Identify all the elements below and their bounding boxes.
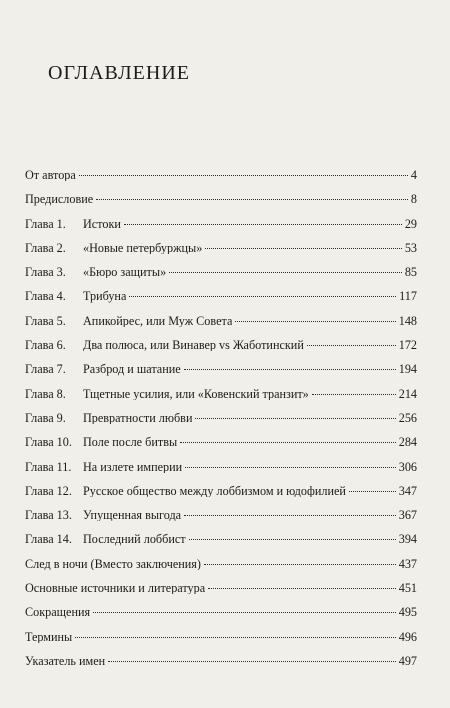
toc-entry	[25, 582, 417, 606]
toc-entry	[25, 193, 417, 217]
page-title: ОГЛАВЛЕНИЕ	[48, 62, 190, 84]
toc-entry	[25, 363, 417, 387]
dot-leader	[312, 394, 396, 395]
toc-entry	[25, 461, 417, 485]
toc-entry	[25, 509, 417, 533]
toc-entry-title: Превратности любви	[83, 411, 193, 425]
toc-entry-title: Термины	[25, 630, 73, 643]
toc-entry-page: 347	[398, 483, 417, 498]
toc-entry-page: 85	[404, 265, 417, 280]
dot-leader	[129, 296, 396, 297]
toc-entry	[25, 242, 417, 266]
toc-entry-title: Апикойрес, или Муж Совета	[83, 314, 233, 327]
toc-entry-title: Истоки	[83, 217, 121, 230]
dot-leader	[235, 321, 395, 322]
table-of-contents	[25, 169, 417, 679]
toc-entry-page: 53	[404, 240, 417, 255]
toc-entry	[25, 169, 417, 193]
dot-leader	[195, 418, 395, 419]
toc-entry	[25, 558, 417, 582]
toc-entry	[25, 290, 417, 314]
toc-entry	[25, 533, 417, 557]
toc-entry	[25, 606, 417, 630]
toc-entry-page: 194	[398, 362, 417, 377]
toc-entry-chapter: Глава 5.	[25, 313, 66, 328]
toc-entry-page: 437	[398, 556, 417, 571]
toc-entry	[25, 631, 417, 655]
dot-leader	[108, 661, 396, 662]
dot-leader	[124, 224, 402, 225]
dot-leader	[205, 248, 402, 249]
toc-entry	[25, 485, 417, 509]
toc-entry-title: На излете империи	[83, 460, 183, 473]
dot-leader	[204, 564, 396, 565]
toc-entry-title: Основные источники и литература	[25, 582, 206, 595]
toc-entry-title: Предисловие	[25, 193, 94, 206]
toc-entry-title: Разброд и шатание	[83, 363, 181, 376]
toc-entry-title: «Новые петербуржцы»	[83, 241, 203, 255]
toc-entry	[25, 412, 417, 436]
toc-entry-title: Два полюса, или Винавер vs Жаботинский	[83, 339, 304, 352]
toc-entry-chapter: Глава 9.	[25, 410, 66, 425]
toc-entry-page: 496	[398, 629, 417, 644]
toc-entry-page: 8	[410, 192, 417, 207]
toc-entry-chapter: Глава 3.	[25, 265, 66, 280]
toc-entry-title: Последний лоббист	[83, 533, 186, 546]
toc-entry-page: 495	[398, 605, 417, 620]
dot-leader	[169, 272, 402, 273]
toc-entry-title: «Бюро защиты»	[83, 266, 167, 279]
toc-entry-title: Тщетные усилия, или «Ковенский транзит»	[83, 387, 309, 400]
toc-entry-chapter: Глава 10.	[25, 435, 72, 450]
toc-entry-chapter: Глава 6.	[25, 338, 66, 353]
toc-entry-title: Русское общество между лоббизмом и юдофилией	[83, 484, 346, 498]
toc-entry-title: Поле после битвы	[83, 436, 178, 449]
toc-entry	[25, 655, 417, 679]
toc-entry-chapter: Глава 13.	[25, 508, 72, 523]
toc-entry-page: 172	[398, 338, 417, 353]
toc-entry-chapter: Глава 8.	[25, 386, 66, 401]
toc-entry-chapter: Глава 2.	[25, 240, 66, 255]
toc-entry-chapter: Глава 4.	[25, 289, 66, 304]
toc-entry-chapter: Глава 7.	[25, 362, 66, 377]
toc-entry-page: 117	[399, 289, 417, 304]
dot-leader	[184, 369, 396, 370]
toc-entry	[25, 339, 417, 363]
toc-entry-page: 451	[398, 581, 417, 596]
toc-entry-title: Трибуна	[83, 290, 127, 303]
toc-entry-title: От автора	[25, 169, 76, 182]
dot-leader	[307, 345, 396, 346]
toc-entry-page: 306	[398, 459, 417, 474]
toc-entry-chapter: Глава 1.	[25, 216, 66, 231]
toc-entry	[25, 218, 417, 242]
toc-entry	[25, 315, 417, 339]
toc-entry-page: 497	[398, 653, 417, 668]
toc-entry-title: След в ночи (Вместо заключения)	[25, 557, 201, 570]
dot-leader	[75, 637, 395, 638]
dot-leader	[184, 515, 396, 516]
dot-leader	[180, 442, 396, 443]
dot-leader	[93, 612, 396, 613]
toc-entry-page: 148	[398, 313, 417, 328]
toc-entry	[25, 266, 417, 290]
toc-entry-title: Упущенная выгода	[83, 509, 182, 522]
toc-entry-page: 214	[398, 386, 417, 401]
toc-entry	[25, 388, 417, 412]
toc-entry-page: 256	[398, 410, 417, 425]
toc-entry-page: 29	[404, 216, 417, 231]
dot-leader	[189, 539, 396, 540]
dot-leader	[79, 175, 408, 176]
toc-entry-page: 284	[398, 435, 417, 450]
toc-entry-title: Сокращения	[25, 606, 91, 619]
toc-entry-page: 367	[398, 508, 417, 523]
toc-entry-chapter: Глава 12.	[25, 483, 72, 498]
toc-entry-page: 394	[398, 532, 417, 547]
dot-leader	[208, 588, 396, 589]
toc-entry-title: Указатель имен	[25, 654, 106, 668]
toc-entry-chapter: Глава 11.	[25, 459, 72, 474]
toc-entry	[25, 436, 417, 460]
toc-entry-chapter: Глава 14.	[25, 532, 72, 547]
toc-entry-page: 4	[410, 168, 417, 182]
dot-leader	[96, 199, 408, 200]
dot-leader	[185, 467, 396, 468]
dot-leader	[349, 491, 396, 492]
